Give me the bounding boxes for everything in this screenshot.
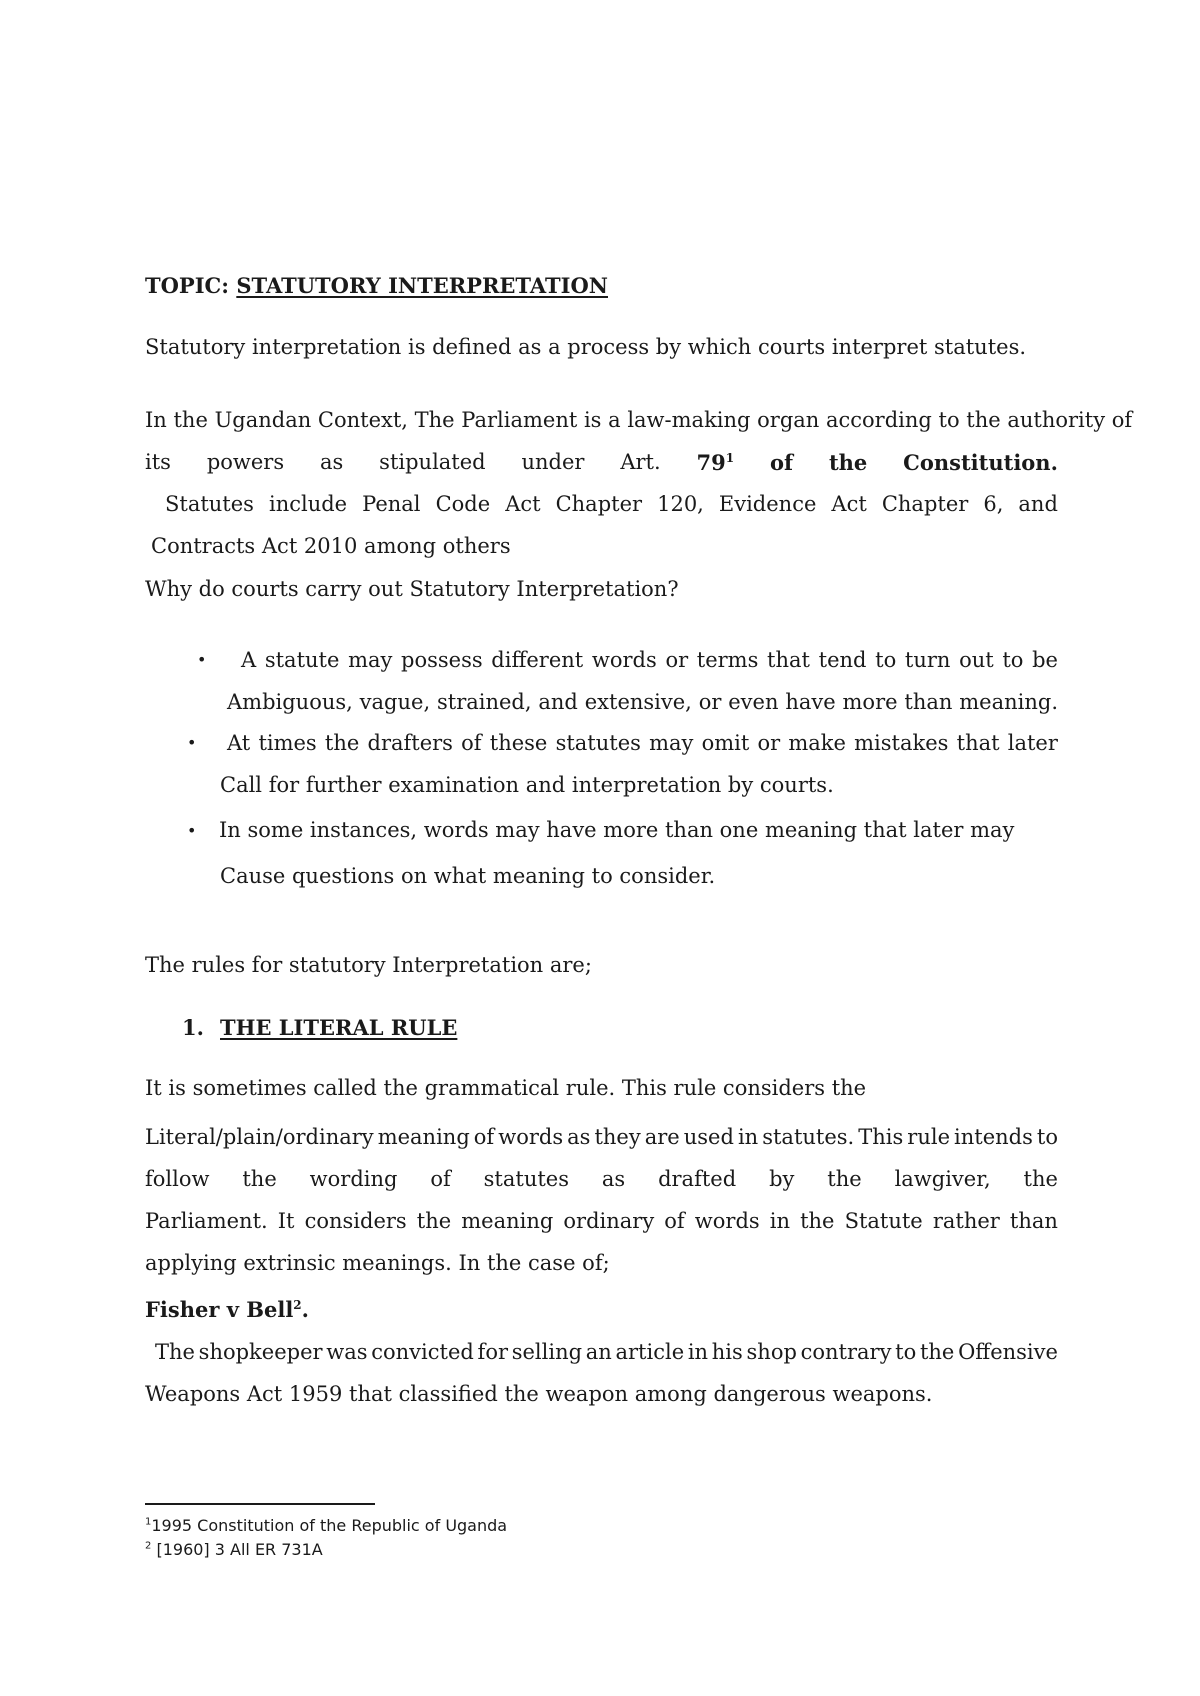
word: by	[769, 1167, 795, 1191]
word: to	[895, 1340, 917, 1364]
word: meaning.	[959, 690, 1058, 714]
topic-heading	[145, 275, 608, 296]
word: of	[461, 731, 482, 755]
word: an	[585, 1340, 612, 1364]
word: to	[875, 648, 897, 672]
word: shopkeeper	[198, 1340, 323, 1364]
word: meaning	[377, 1125, 470, 1149]
word: Code	[435, 492, 491, 516]
word: words	[694, 1209, 760, 1233]
case-name	[145, 1299, 309, 1320]
word: A	[241, 648, 257, 672]
topic-prefix: TOPIC:	[145, 273, 237, 298]
word: At	[227, 731, 251, 755]
word: or	[757, 731, 781, 755]
word: the	[828, 450, 868, 475]
word: include	[268, 492, 348, 516]
word: than	[1009, 1209, 1058, 1233]
word: statute	[264, 648, 340, 672]
literal-rule-line-5: applying extrinsic meanings. In the case of;	[145, 1251, 610, 1275]
footnote-divider	[145, 1503, 375, 1505]
word: rule	[907, 1125, 951, 1149]
word: in	[687, 1340, 709, 1364]
word: to	[1002, 648, 1024, 672]
word: may	[348, 648, 393, 672]
literal-rule-line-3	[145, 1169, 1058, 1190]
ugandan-context-line-4: Contracts Act 2010 among others	[151, 534, 511, 558]
word: the	[242, 1167, 277, 1191]
word: shop	[746, 1340, 797, 1364]
word: words	[498, 1125, 564, 1149]
word: more	[842, 690, 898, 714]
word: Constitution.	[903, 450, 1058, 475]
word: may	[649, 731, 694, 755]
footnote-ref-1: 1	[725, 451, 735, 465]
word: vague,	[359, 690, 431, 714]
bullet-3-line-1: In some instances, words may have more than one meaning that later may	[219, 818, 1015, 842]
word: Art.	[620, 450, 661, 474]
word: its	[145, 450, 171, 474]
word: the	[416, 1209, 452, 1233]
bullet-2-line-2: Call for further examination and interpretation by courts.	[220, 773, 834, 797]
word: under	[521, 450, 585, 474]
word: meaning	[461, 1209, 554, 1233]
word: of	[473, 1125, 495, 1149]
word: wording	[309, 1167, 398, 1191]
word: follow	[145, 1167, 210, 1191]
word: Act	[505, 492, 541, 516]
word: have	[785, 690, 836, 714]
bullet-3-line-2: Cause questions on what meaning to consider.	[220, 864, 716, 888]
word: omit	[701, 731, 750, 755]
article-reference	[697, 452, 735, 473]
word: words	[591, 648, 657, 672]
word: are	[644, 1125, 680, 1149]
bullet-icon: •	[187, 733, 197, 752]
word: powers	[206, 450, 285, 474]
word: than	[904, 690, 953, 714]
word: the	[1023, 1167, 1058, 1191]
word: contrary	[800, 1340, 892, 1364]
word: intends	[954, 1125, 1033, 1149]
word: 6,	[983, 492, 1004, 516]
word: Chapter	[555, 492, 643, 516]
word: in	[769, 1209, 790, 1233]
word: Offensive	[958, 1340, 1058, 1364]
word: It	[277, 1209, 295, 1233]
bullet-1-line-2	[227, 692, 1058, 713]
bullet-2-line-1	[227, 733, 1058, 754]
ugandan-context-line-1: In the Ugandan Context, The Parliament is a law-making organ according to the authority of	[145, 408, 1133, 432]
ugandan-context-line-3	[165, 494, 1058, 515]
word: Ambiguous,	[227, 690, 353, 714]
word: Statutes	[165, 492, 254, 516]
bullet-icon: •	[197, 650, 207, 669]
word: mistakes	[854, 731, 949, 755]
rule-1-title: THE LITERAL RULE	[220, 1015, 458, 1040]
word: Evidence	[718, 492, 817, 516]
footnote-1	[145, 1518, 507, 1534]
word: turn	[904, 648, 951, 672]
word: Statute	[844, 1209, 923, 1233]
word: drafters	[367, 731, 453, 755]
word: possess	[401, 648, 483, 672]
footnote-mark: 2	[145, 1540, 152, 1552]
word: to	[1036, 1125, 1058, 1149]
article-number: 79	[696, 450, 726, 475]
word: for	[477, 1340, 509, 1364]
word: the	[800, 1209, 835, 1233]
word: lawgiver,	[894, 1167, 991, 1191]
word: considers	[304, 1209, 407, 1233]
word: strained,	[436, 690, 532, 714]
literal-rule-line-2	[145, 1127, 1058, 1148]
literal-rule-line-1: It is sometimes called the grammatical rule. This rule considers the	[145, 1076, 867, 1100]
bullet-icon: •	[187, 821, 197, 840]
word: drafted	[658, 1167, 737, 1191]
word: The	[155, 1340, 195, 1364]
case-title: Fisher v Bell	[145, 1297, 294, 1322]
literal-rule-line-4	[145, 1211, 1058, 1232]
word: and	[1018, 492, 1058, 516]
word: tend	[818, 648, 867, 672]
word: even	[728, 690, 779, 714]
word: as	[567, 1125, 591, 1149]
word: the	[324, 731, 360, 755]
word: they	[594, 1125, 641, 1149]
word: rather	[932, 1209, 1000, 1233]
case-text-line-2: Weapons Act 1959 that classified the weapon among dangerous weapons.	[145, 1382, 933, 1406]
word: that	[956, 731, 1000, 755]
word: out	[959, 648, 994, 672]
footnote-2	[145, 1542, 323, 1558]
word: of	[430, 1167, 451, 1191]
word: or	[665, 648, 689, 672]
word: the	[919, 1340, 955, 1364]
topic-title: STATUTORY INTERPRETATION	[236, 273, 608, 298]
word: his	[711, 1340, 743, 1364]
word: as	[320, 450, 344, 474]
footnote-text: [1960] 3 All ER 731A	[151, 1540, 323, 1559]
word: used	[683, 1125, 734, 1149]
word: convicted	[371, 1340, 474, 1364]
case-suffix: .	[301, 1297, 309, 1322]
word: that	[767, 648, 810, 672]
word: was	[326, 1340, 368, 1364]
word: This	[858, 1125, 904, 1149]
word: 120,	[657, 492, 704, 516]
ugandan-context-line-2	[145, 452, 1058, 473]
word: Act	[831, 492, 867, 516]
word: of	[770, 450, 794, 475]
word: Chapter	[881, 492, 969, 516]
word: the	[827, 1167, 862, 1191]
question-line: Why do courts carry out Statutory Interpretation?	[145, 577, 679, 601]
word: stipulated	[379, 450, 486, 474]
case-text-line-1	[155, 1342, 1058, 1363]
word: Literal/plain/ordinary	[145, 1125, 374, 1149]
footnote-ref-2: 2	[293, 1298, 302, 1312]
word: terms	[696, 648, 759, 672]
bullet-1-line-1	[241, 650, 1058, 671]
word: Penal	[362, 492, 421, 516]
rules-intro: The rules for statutory Interpretation are;	[145, 953, 592, 977]
footnote-text: 1995 Constitution of the Republic of Uganda	[151, 1516, 508, 1535]
word: as	[601, 1167, 626, 1191]
rule-1-number: 1.	[182, 1015, 204, 1040]
word: make	[788, 731, 846, 755]
word: statutes	[483, 1167, 569, 1191]
word: statutes.	[762, 1125, 855, 1149]
word: selling	[511, 1340, 583, 1364]
word: later	[1007, 731, 1058, 755]
word: times	[258, 731, 317, 755]
word: in	[737, 1125, 759, 1149]
word: statutes	[555, 731, 641, 755]
word: or	[698, 690, 722, 714]
word: ordinary	[563, 1209, 655, 1233]
word: article	[615, 1340, 685, 1364]
word: and	[538, 690, 578, 714]
footnote-mark: 1	[145, 1516, 152, 1528]
word: extensive,	[584, 690, 692, 714]
definition-paragraph: Statutory interpretation is defined as a process by which courts interpret statutes.	[145, 335, 1027, 359]
word: these	[489, 731, 548, 755]
word: be	[1032, 648, 1058, 672]
word: different	[491, 648, 584, 672]
word: Parliament.	[145, 1209, 268, 1233]
word: of	[664, 1209, 685, 1233]
